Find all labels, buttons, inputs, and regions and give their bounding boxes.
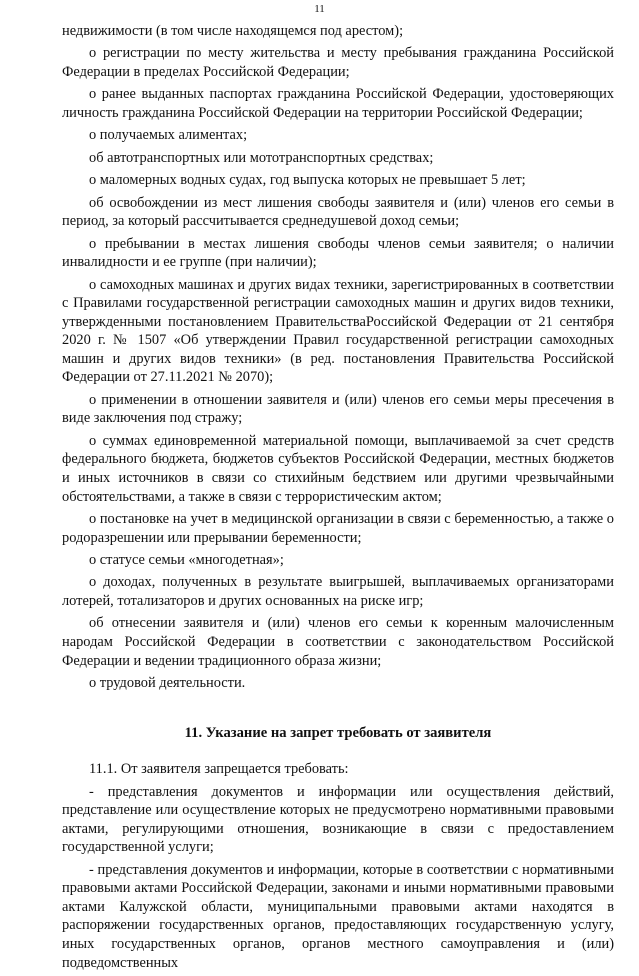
paragraph: об отнесении заявителя и (или) членов его семьи к коренным малочисленным народам Российской Федерации в соответствии с законодательством Российской Федерации и ведении традиционного образа жизни; xyxy=(62,615,614,669)
paragraph: - представления документов и информации или осуществления действий, представление или осуществление которых не предусмотрено нормативными правовыми актами, регулирующими отношения, возникающие в связи с предоставлением государственной услуги; xyxy=(62,783,614,856)
paragraph: о статусе семьи «многодетная»; xyxy=(89,552,284,568)
section-heading: 11. Указание на запрет требовать от заявителя xyxy=(184,724,492,741)
paragraph: о регистрации по месту жительства и месту пребывания гражданина Российской Федерации в пределах Российской Федерации; xyxy=(62,45,614,80)
info-list xyxy=(62,22,614,693)
paragraph: недвижимости (в том числе находящемся под арестом); xyxy=(62,23,404,39)
page-number: 11 xyxy=(314,3,325,15)
document-body xyxy=(62,22,614,976)
paragraph: о трудовой деятельности. xyxy=(89,674,246,691)
paragraph: об освобождении из мест лишения свободы заявителя и (или) членов его семьи в период, за который рассчитывается среднедушевой доход семьи; xyxy=(62,194,614,230)
paragraph: о постановке на учет в медицинской организации в связи с беременностью, а также о родоразрешении или прерывании беременности; xyxy=(62,511,614,546)
paragraph: о доходах, полученных в результате выигрышей, выплачиваемых организаторами лотерей, тотализаторов и других основанных на риске игр; xyxy=(62,574,614,609)
paragraph: 11.1. От заявителя запрещается требовать: xyxy=(89,761,349,778)
paragraph: о суммах единовременной материальной помощи, выплачиваемой за счет средств федерального бюджета, бюджетов субъектов Российской Федерации, местных бюджетов и иных источников в связи со стихийным бедствием или другими чрезвычайными обстоятельствами, а также в связи с террористическим актом; xyxy=(62,432,614,505)
paragraph: - представления документов и информации, которые в соответствии с нормативными правовыми актами Российской Федерации, законами и иными нормативными правовыми актами Калужской области, муниципальными правовыми актами находятся в распоряжении государственных органов, предоставляющих государственную услугу, иных государственных органов, органов местного самоуправления и (или) подведомственных xyxy=(62,861,614,971)
paragraph: о маломерных водных судах, год выпуска которых не превышает 5 лет; xyxy=(89,172,526,189)
prohibitions-list xyxy=(62,760,614,972)
paragraph: о ранее выданных паспортах гражданина Российской Федерации, удостоверяющих личность гражданина Российской Федерации на территории Российской Федерации; xyxy=(62,86,614,121)
paragraph: об автотранспортных или мототранспортных средствах; xyxy=(89,149,434,166)
paragraph: о получаемых алиментах; xyxy=(89,127,248,144)
paragraph: о пребывании в местах лишения свободы членов семьи заявителя; о наличии инвалидности и ее группе (при наличии); xyxy=(62,235,614,271)
paragraph: о самоходных машинах и других видах техники, зарегистрированных в соответствии с Правилами государственной регистрации самоходных машин и других видов техники, утвержденными постановлением ПравительстваРоссийской Федерации от 21 сентября 2020 г. № 1507 «Об утверждении Правил государственной регистрации самоходных машин и других видов техники» (в ред. постановления Правительства Российской Федерации от 27.11.2021 № 2070); xyxy=(62,276,614,386)
paragraph: о применении в отношении заявителя и (или) членов его семьи меры пресечения в виде заключения под стражу; xyxy=(62,391,614,427)
